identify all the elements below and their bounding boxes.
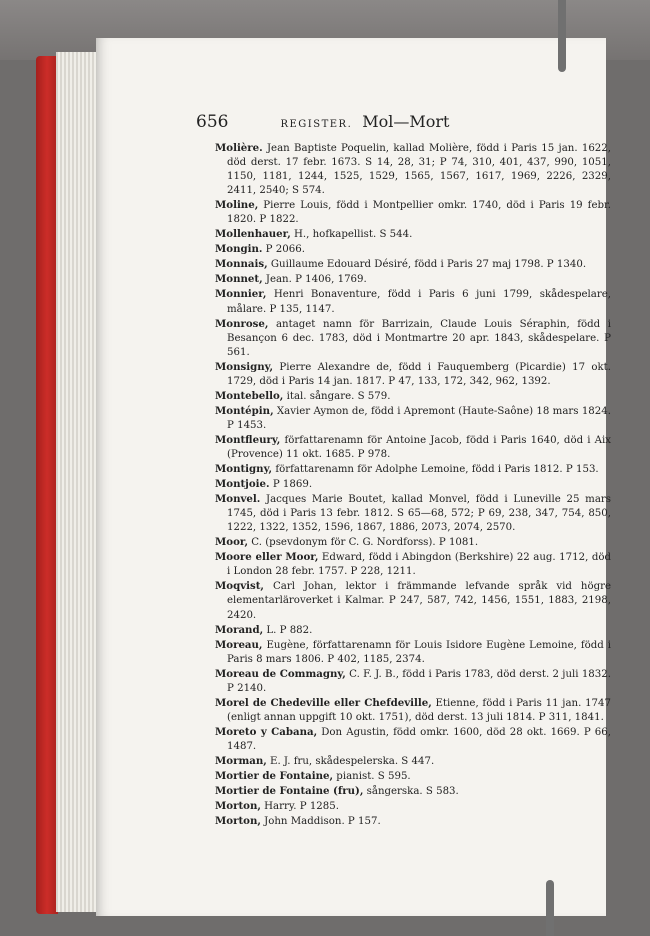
entry-headword: Moreto y Cabana, [215,725,318,738]
entry-headword: Montépin, [215,404,274,417]
bookmark-ribbon [558,0,566,72]
bookmark-ribbon-end [546,880,554,936]
entry-text: Pierre Alexandre de, född i Fauquemberg (Picardie) 17 okt. 1729, död i Paris 14 jan. 1817. P 47, 133, 172, 342, 962, 1392. [227,361,611,387]
entry-text: pianist. S 595. [333,771,411,783]
entry-headword: Mollenhauer, [215,228,291,241]
register-entry [215,623,611,638]
entry-headword: Monrose, [215,317,269,330]
page-header [196,112,496,134]
register-entry [215,317,611,360]
entry-headword: Moqvist, [215,580,264,593]
entry-headword: Morel de Chedeville eller Chefdeville, [215,696,432,709]
entry-text: Etienne, född i Paris 11 jan. 1747 (enligt annan uppgift 10 okt. 1751), död derst. 13 juli 1814. P 311, 1841. [227,697,611,723]
entry-headword: Monsigny, [215,360,274,373]
entry-text: Henri Bonaventure, född i Paris 6 juni 1799, skådespelare, målare. P 135, 1147. [227,289,611,315]
register-entry [215,272,611,287]
entry-text: sångerska. S 583. [363,786,459,798]
entry-headword: Montebello, [215,389,284,402]
entry-headword: Moline, [215,199,259,212]
entry-headword: Morton, [215,800,261,813]
entry-headword: Montigny, [215,463,273,476]
entry-text: författarenamn för Antoine Jacob, född i Paris 1640, död i Aix (Provence) 11 okt. 1685. P 978. [227,434,611,460]
running-title: REGISTER. [280,119,353,130]
entry-headword: Montfleury, [215,433,281,446]
register-entry [215,579,611,622]
entry-text: ital. sångare. S 579. [283,390,391,402]
entry-text: Pierre Louis, född i Montpellier omkr. 1740, död i Paris 19 febr. 1820. P 1822. [227,200,611,226]
register-entry [215,638,611,667]
entry-headword: Mongin. [215,243,263,256]
register-entry [215,198,611,227]
register-entry [215,696,611,725]
entry-text: L. P 882. [263,624,313,636]
entry-headword: Moore eller Moor, [215,551,319,564]
running-range: Mol—Mort [362,112,450,131]
register-entry [215,433,611,462]
entry-headword: Monnais, [215,258,268,271]
entry-text: Jacques Marie Boutet, kallad Monvel, född i Luneville 25 mars 1745, död i Paris 13 febr. 1812. S 65—68, 572; P 69, 238, 347, 754, 850, 1222, 1322, 1352, 1596, 1867, 1886, 2073, 2074, 2570. [227,494,611,534]
register-entry [215,462,611,477]
entry-text: Eugène, författarenamn för Louis Isidore Eugène Lemoine, född i Paris 8 mars 1806. P 402, 1185, 2374. [227,639,611,665]
entry-headword: Monnier, [215,288,267,301]
entry-text: Don Agustin, född omkr. 1600, död 28 okt. 1669. P 66, 1487. [227,726,611,752]
entry-text: P 1869. [269,479,313,491]
entry-headword: Mortier de Fontaine, [215,770,334,783]
entry-text: Jean Baptiste Poquelin, kallad Molière, född i Paris 15 jan. 1622, död derst. 17 febr. 1673. S 14, 28, 31; P 74, 310, 401, 437, 990, 1051, 1150, 1181, 1244, 1525, 1529, 1565, 1567, 1617, 1969, 2226, 2329, 2411, 2540; S 574. [227,143,611,197]
entry-headword: Monnet, [215,273,263,286]
entry-headword: Moreau, [215,638,263,651]
register-entry [215,799,611,814]
register-entry [215,784,611,799]
register-entry [215,404,611,433]
register-entry [215,754,611,769]
register-entry [215,477,611,492]
entry-text: antaget namn för Barrizain, Claude Louis Séraphin, född i Besançon 6 dec. 1783, död i Montmartre 20 apr. 1843, skådespelare. P 561. [227,318,611,358]
entry-text: Edward, född i Abingdon (Berkshire) 22 aug. 1712, död i London 28 febr. 1757. P 228, 1211. [227,552,611,578]
entry-text: Harry. P 1285. [260,801,339,813]
entry-headword: Moreau de Commagny, [215,667,346,680]
entry-text: E. J. fru, skådespelerska. S 447. [266,755,435,767]
register-entry [215,389,611,404]
register-entry [215,667,611,696]
entry-headword: Moor, [215,536,249,549]
book-cover-spine [36,56,58,914]
register-list [215,141,611,829]
entry-headword: Mortier de Fontaine (fru), [215,785,364,798]
register-entry [215,535,611,550]
entry-text: författarenamn för Adolphe Lemoine, född i Paris 1812. P 153. [272,464,599,476]
entry-text: H., hofkapellist. S 544. [290,229,413,241]
entry-text: C. (psevdonym för C. G. Nordforss). P 1081. [248,537,479,549]
register-entry [215,725,611,754]
register-entry [215,141,611,198]
entry-text: C. F. J. B., född i Paris 1783, död derst. 2 juli 1832. P 2140. [227,668,611,694]
entry-headword: Molière. [215,142,263,154]
register-entry [215,814,611,829]
page-number: 656 [196,112,229,132]
register-entry [215,287,611,316]
entry-headword: Morand, [215,623,264,636]
register-entry [215,492,611,535]
register-entry [215,227,611,242]
entry-headword: Morman, [215,754,267,767]
entry-headword: Monvel. [215,493,261,506]
register-entry [215,242,611,257]
entry-text: Carl Johan, lektor i främmande lefvande språk vid högre elementarläroverket i Kalmar. P 247, 587, 742, 1456, 1551, 1883, 2198, 2420. [227,581,611,621]
register-entry [215,769,611,784]
register-entry [215,550,611,579]
entry-headword: Morton, [215,815,261,828]
entry-headword: Montjoie. [215,478,270,491]
entry-text: Jean. P 1406, 1769. [262,274,367,286]
entry-text: Guillaume Edouard Désiré, född i Paris 27 maj 1798. P 1340. [267,259,587,271]
entry-text: John Maddison. P 157. [260,816,381,828]
entry-text: P 2066. [262,244,305,256]
register-entry [215,257,611,272]
entry-text: Xavier Aymon de, född i Apremont (Haute-Saône) 18 mars 1824. P 1453. [227,405,611,431]
register-entry [215,360,611,389]
